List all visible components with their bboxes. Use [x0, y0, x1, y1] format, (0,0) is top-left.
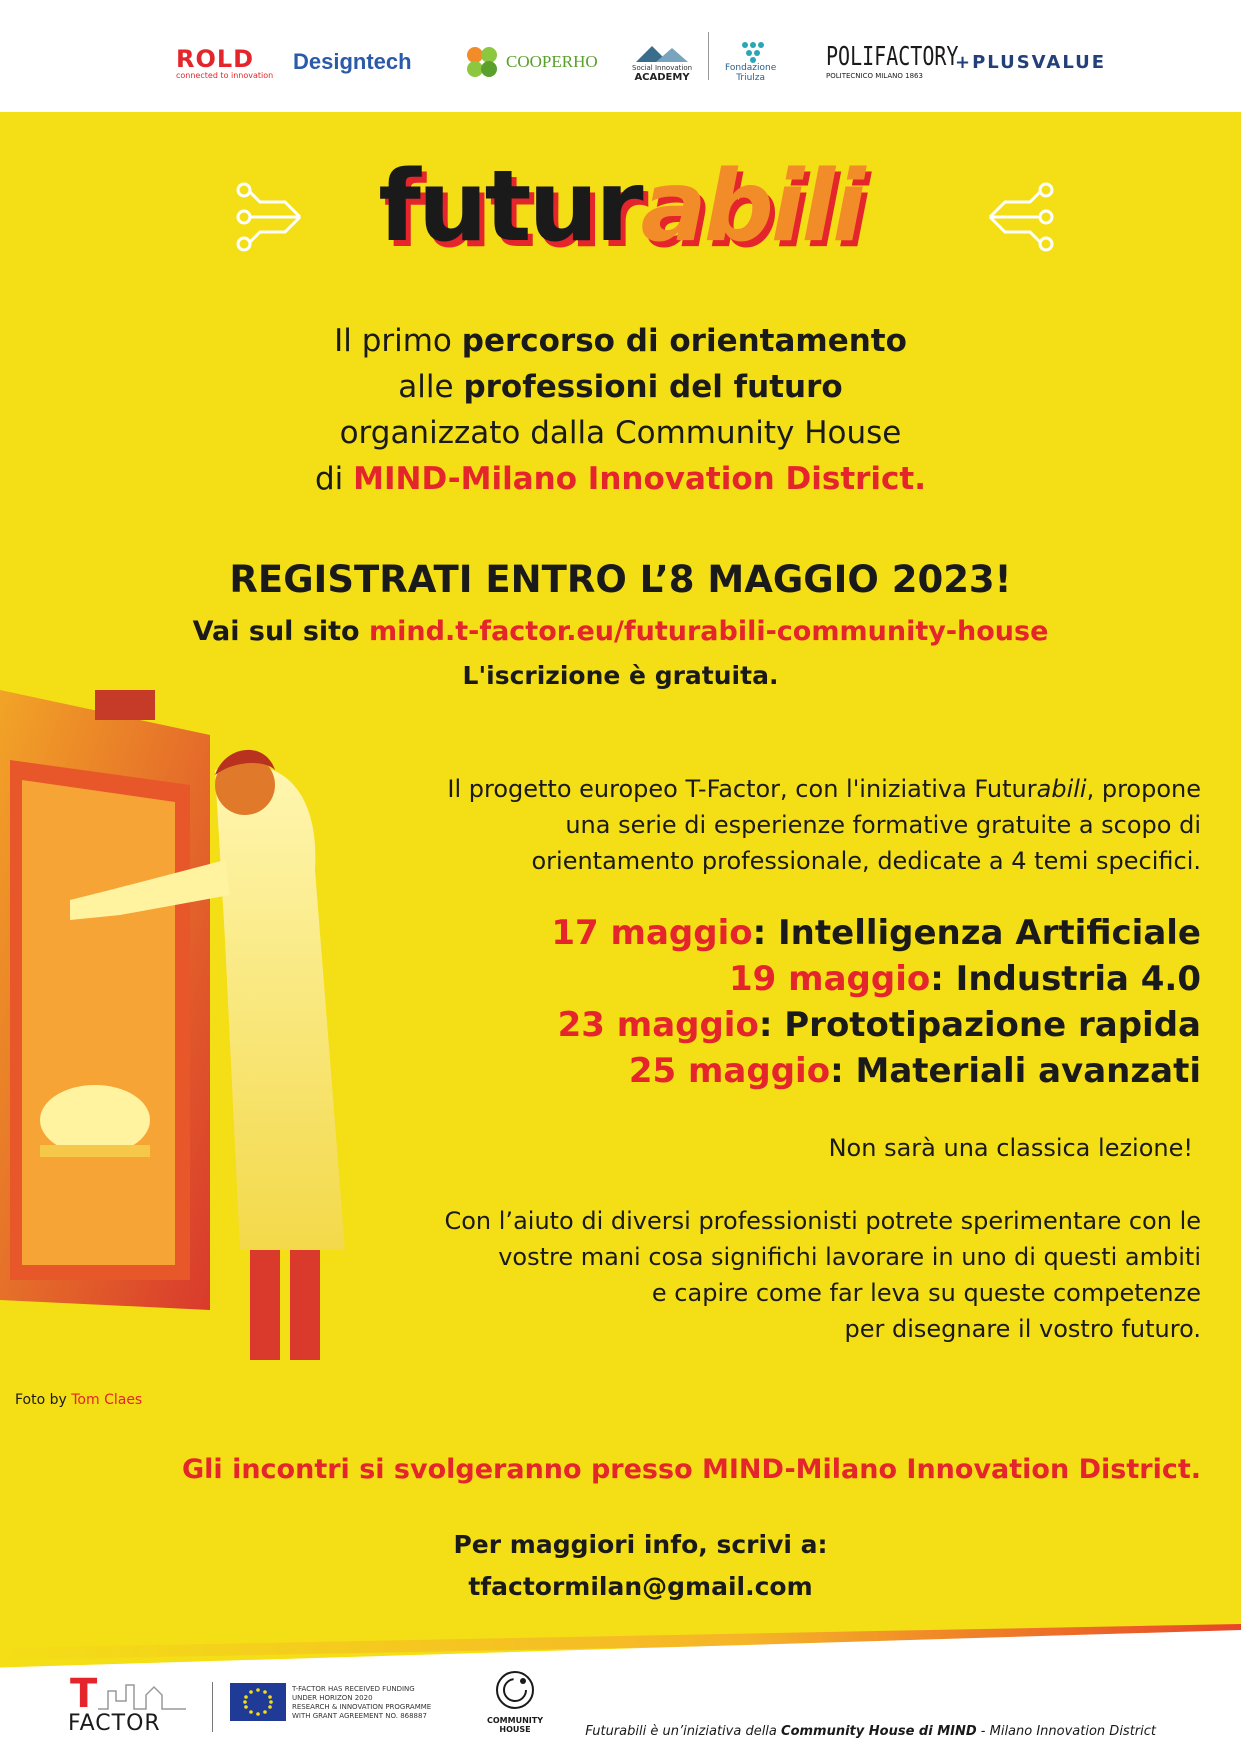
intro-line3: organizzato dalla Community House [339, 415, 902, 451]
eu-line1: T-FACTOR HAS RECEIVED FUNDING [292, 1685, 415, 1693]
fondazione-text: Fondazione [725, 63, 777, 73]
intro-line2-b: professioni del futuro [463, 369, 843, 405]
polifactory-sub: POLITECNICO MILANO 1863 [826, 72, 923, 80]
community-house-icon [490, 1668, 540, 1712]
registration-free: L'iscrizione è gratuita. [462, 661, 779, 690]
project-line1-c: , propone [1086, 775, 1201, 803]
designtech-logo [293, 32, 412, 92]
date-topic: : Prototipazione rapida [758, 1005, 1201, 1045]
intro-line1-a: Il primo [334, 323, 462, 359]
eu-funding-text [292, 1685, 431, 1721]
triulza-text: Triulza [736, 73, 766, 83]
experts-text [444, 1203, 1201, 1347]
photo-credit-prefix: Foto by [15, 1392, 72, 1408]
contact-label: Per maggiori info, scrivi a: [453, 1530, 828, 1559]
venue-text: Gli incontri si svolgeranno presso MIND-Milano Innovation District. [182, 1454, 1201, 1485]
site-prefix: Vai sul sito [192, 616, 370, 647]
not-classic-text: Non sarà una classica lezione! [828, 1134, 1193, 1162]
project-line1-italic: abili [1036, 775, 1087, 803]
clover-icon [462, 42, 502, 82]
experts-line1: Con l’aiuto di diversi professionisti potrete sperimentare con le [444, 1207, 1201, 1235]
community-house-logo [480, 1668, 550, 1734]
social-innovation-text: Social Innovation [632, 63, 693, 72]
date-item [551, 956, 1201, 1002]
experts-line3: e capire come far leva su queste competenze [651, 1279, 1201, 1307]
date-item [551, 1002, 1201, 1048]
fondazione-triulza-logo [725, 32, 776, 92]
polifactory-text: POLIFACTORY [826, 40, 959, 72]
sponsor-logos [0, 32, 1241, 92]
date-label: 25 maggio [628, 1051, 831, 1091]
intro-line4-b: MIND-Milano Innovation District. [353, 461, 927, 497]
rold-logo [176, 32, 273, 92]
registration-link[interactable]: mind.t-factor.eu/futurabili-community-house [369, 616, 1049, 647]
skyline-icon [98, 1681, 188, 1711]
title [0, 150, 1241, 270]
project-line3: orientamento professionale, dedicate a 4 temi specifici. [531, 847, 1201, 875]
date-label: 17 maggio [551, 913, 753, 953]
project-line1-a: Il progetto europeo T-Factor, con l'iniziativa Futur [447, 775, 1037, 803]
dots-icon [736, 41, 766, 63]
community-house-line1: COMMUNITY [486, 1716, 543, 1725]
lab-photo [0, 690, 370, 1390]
polifactory-logo [826, 32, 958, 92]
dates-list [551, 910, 1201, 1094]
contact-block [20, 1524, 1241, 1608]
academy-text: ACADEMY [634, 71, 690, 83]
roof-icon [634, 42, 690, 64]
rold-name: ROLD [176, 44, 255, 73]
intro-line4-a: di [314, 461, 354, 497]
project-description [447, 771, 1201, 879]
footer-credit-a: Futurabili è un’iniziativa della [585, 1724, 782, 1739]
experts-line4-a: per [844, 1315, 892, 1343]
community-house-line2: HOUSE [499, 1725, 531, 1734]
designtech-text: Designtech [293, 49, 412, 74]
registration-site [0, 616, 1241, 647]
plusvalue-text: +PLUSVALUE [955, 51, 1107, 73]
eu-flag-icon [230, 1683, 286, 1721]
project-line2-b: a scopo di [1071, 811, 1201, 839]
intro-text [0, 318, 1241, 502]
footer-credit-b: Community House di MIND [781, 1724, 977, 1739]
experts-line2: vostre mani cosa significhi lavorare in uno di questi ambiti [498, 1243, 1201, 1271]
cooperho-text: COOPERHO [506, 52, 598, 71]
footer-divider [212, 1682, 213, 1732]
tfactor-word: FACTOR [68, 1711, 161, 1736]
title-futur: futur [378, 150, 641, 264]
intro-line1-b: percorso di orientamento [461, 323, 907, 359]
date-topic: : Industria 4.0 [930, 959, 1201, 999]
eu-line3: RESEARCH & INNOVATION PROGRAMME [292, 1703, 432, 1711]
title-abili: abili [640, 150, 863, 264]
project-line2-a: una serie di esperienze formative gratuite [565, 811, 1072, 839]
experts-line4-b: disegnare il vostro futuro. [892, 1315, 1201, 1343]
date-label: 19 maggio [729, 959, 931, 999]
date-item [551, 910, 1201, 956]
intro-line2-a: alle [398, 369, 464, 405]
logo-divider [708, 32, 709, 80]
date-topic: : Materiali avanzati [830, 1051, 1201, 1091]
date-label: 23 maggio [557, 1005, 759, 1045]
contact-email[interactable]: tfactormilan@gmail.com [468, 1572, 813, 1601]
rold-tagline: connected to innovation [176, 70, 274, 80]
eu-line4: WITH GRANT AGREEMENT NO. 868887 [292, 1712, 427, 1720]
date-topic: : Intelligenza Artificiale [752, 913, 1201, 953]
tfactor-t: T [70, 1671, 98, 1717]
eu-line2: UNDER HORIZON 2020 [292, 1694, 373, 1702]
photo-credit [15, 1392, 142, 1408]
registration-headline: REGISTRATI ENTRO L’8 MAGGIO 2023! [229, 558, 1012, 601]
footer-credit [585, 1724, 1156, 1739]
cooperho-logo [462, 32, 598, 92]
photo-credit-author[interactable]: Tom Claes [71, 1392, 143, 1408]
date-item [551, 1048, 1201, 1094]
plusvalue-logo [955, 32, 1106, 92]
social-innovation-academy-logo [632, 32, 692, 92]
footer-credit-c: - Milano Innovation District [976, 1724, 1156, 1739]
